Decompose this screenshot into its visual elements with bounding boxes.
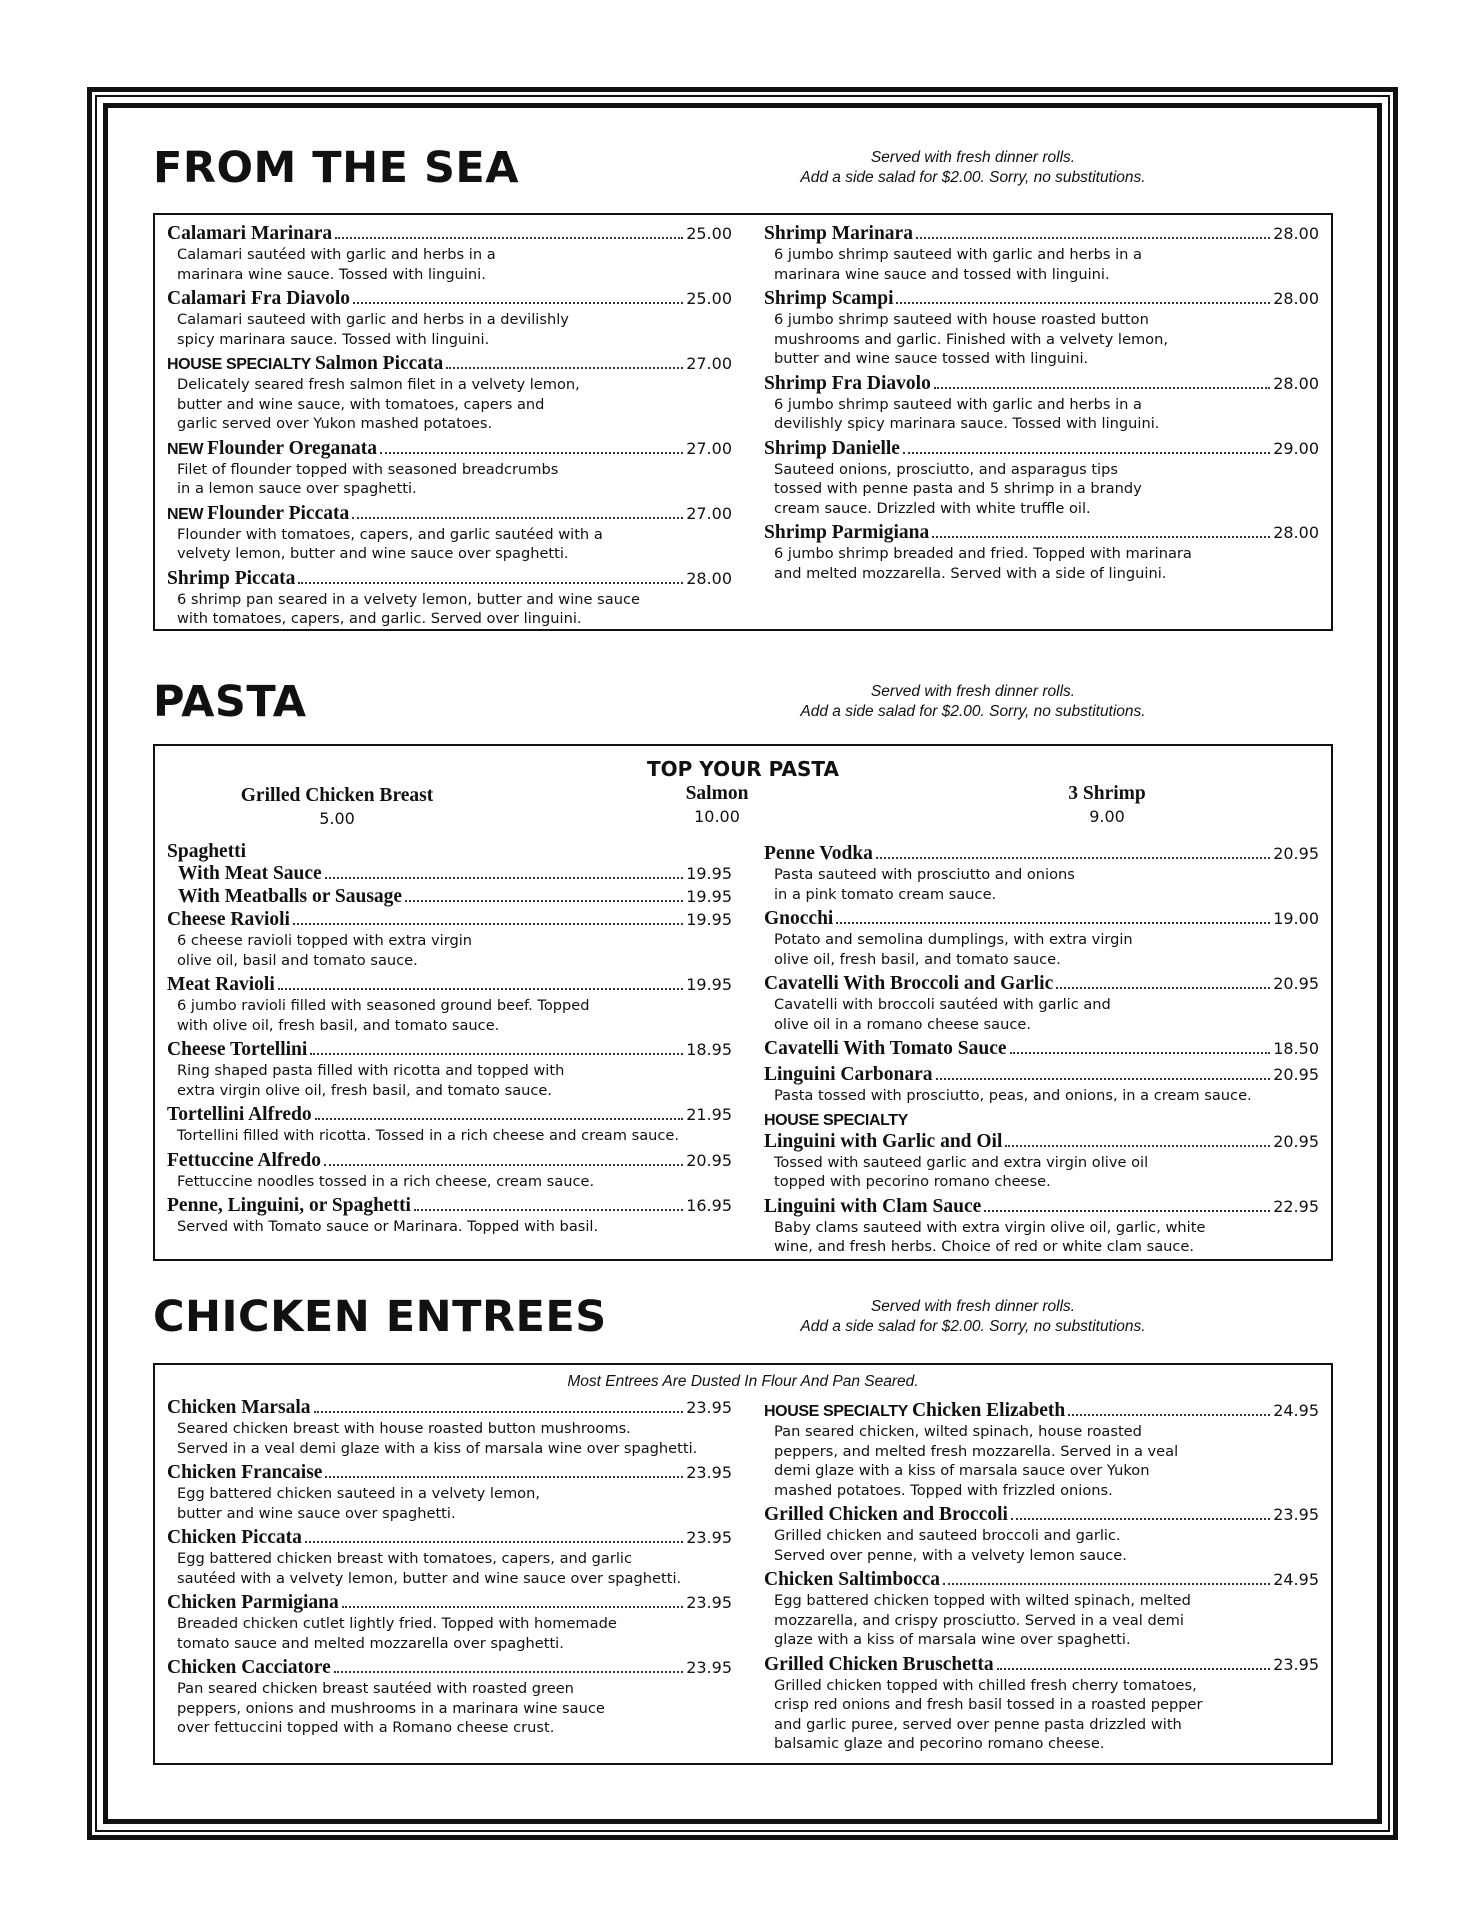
dot-leader — [293, 923, 683, 925]
dot-leader — [352, 517, 683, 519]
menu-item — [764, 843, 1319, 904]
menu-item-line — [167, 1104, 732, 1126]
menu-item-description: mushrooms and garlic. Finished with a velvety lemon, — [774, 330, 1168, 348]
menu-item-tag: NEW — [167, 505, 204, 523]
menu-item-line — [764, 908, 1319, 930]
top-your-pasta — [167, 746, 1319, 840]
entree-note: Most Entrees Are Dusted In Flour And Pan Seared. — [567, 1373, 919, 1390]
chicken-items-box — [153, 1363, 1333, 1765]
section-header — [153, 677, 1333, 741]
menu-item-name: Chicken Piccata — [167, 1527, 302, 1548]
menu-item-description: 6 jumbo ravioli filled with seasoned ground beef. Topped — [177, 997, 590, 1014]
menu-item-name: Tortellini Alfredo — [167, 1104, 312, 1125]
menu-item-name: Linguini Carbonara — [764, 1064, 933, 1085]
menu-item-description: Grilled chicken and sauteed broccoli and garlic. — [774, 1527, 1121, 1544]
menu-item-name: With Meatballs or Sausage — [178, 886, 403, 907]
menu-item-line — [167, 1195, 732, 1217]
menu-item-line — [764, 1064, 1319, 1086]
menu-item-description: and melted mozzarella. Served with a side of linguini. — [774, 564, 1167, 582]
note-line: Add a side salad for $2.00. Sorry, no substitutions. — [800, 703, 1146, 720]
menu-item — [764, 223, 1319, 284]
menu-item-name: Calamari Fra Diavolo — [167, 288, 351, 309]
menu-item-price: 19.95 — [686, 975, 732, 994]
menu-item-description: devilishly spicy marinara sauce. Tossed with linguini. — [774, 415, 1160, 432]
dot-leader — [325, 877, 683, 879]
chicken-column-left — [167, 1397, 732, 1758]
menu-item-description: 6 jumbo shrimp sauteed with garlic and herbs in a — [774, 246, 1142, 263]
menu-item-price: 20.95 — [1273, 1131, 1319, 1151]
menu-item-line — [178, 863, 732, 885]
menu-item-price: 27.00 — [686, 354, 732, 373]
menu-item-name: Calamari Marinara — [167, 223, 333, 244]
menu-item-description: Egg battered chicken breast with tomatoes, capers, and garlic — [177, 1550, 632, 1567]
menu-item-name: Cheese Ravioli — [167, 909, 290, 930]
menu-item-price: 22.95 — [1273, 1196, 1319, 1216]
menu-item-description: Pasta sauteed with prosciutto and onions — [774, 866, 1075, 883]
menu-item-price: 27.00 — [686, 503, 732, 523]
menu-item-name: Fettuccine Alfredo — [167, 1149, 321, 1171]
dot-leader — [380, 452, 683, 454]
menu-item-description: in a pink tomato cream sauce. — [774, 885, 997, 903]
dot-leader — [305, 1541, 683, 1543]
menu-item-name: Meat Ravioli — [167, 974, 275, 995]
menu-item-description: spicy marinara sauce. Tossed with linguini. — [177, 330, 490, 348]
menu-item-description: olive oil, basil and tomato sauce. — [177, 951, 418, 969]
menu-item-description: over fettuccini topped with a Romano cheese crust. — [177, 1719, 555, 1736]
menu-item-line — [764, 522, 1319, 544]
menu-item — [167, 353, 732, 434]
menu-item-line — [167, 288, 732, 310]
menu-item-price: 23.95 — [1273, 1654, 1319, 1674]
menu-item-description: Tortellini filled with ricotta. Tossed in a rich cheese and cream sauce. — [177, 1127, 680, 1144]
dot-leader — [298, 582, 683, 584]
note-line: Add a side salad for $2.00. Sorry, no substitutions. — [800, 169, 1146, 186]
menu-item-description: Calamari sautéed with garlic and herbs in a — [177, 246, 496, 263]
menu-item-description: Filet of flounder topped with seasoned breadcrumbs — [177, 460, 559, 478]
dot-leader — [836, 922, 1270, 924]
menu-item-description: marinara wine sauce. Tossed with linguini. — [177, 265, 486, 283]
menu-item-name: Shrimp Piccata — [167, 567, 296, 589]
menu-item-description: Potato and semolina dumplings, with extra virgin — [774, 931, 1133, 948]
dot-leader — [342, 1606, 683, 1608]
menu-item — [764, 1038, 1319, 1060]
dot-leader — [943, 1583, 1270, 1585]
menu-item-description: Cavatelli with broccoli sautéed with garlic and — [774, 996, 1111, 1013]
menu-item-price: 20.95 — [1273, 844, 1319, 863]
menu-item-name: Shrimp Marinara — [764, 223, 913, 244]
dot-leader — [932, 536, 1270, 538]
menu-item-line — [764, 438, 1319, 460]
menu-item-price: 27.00 — [686, 438, 732, 458]
menu-item — [167, 1039, 732, 1100]
section-chicken-entrees — [153, 1292, 1333, 1765]
menu-item-description: marinara wine sauce and tossed with linguini. — [774, 265, 1110, 283]
menu-item-name: Linguini with Clam Sauce — [764, 1195, 982, 1217]
menu-item-name: With Meat Sauce — [178, 863, 322, 884]
section-note — [693, 682, 1253, 722]
menu-item-description: Delicately seared fresh salmon filet in a velvety lemon, — [177, 376, 580, 393]
menu-item-line — [167, 353, 732, 375]
dot-leader — [936, 1078, 1271, 1080]
menu-item-line — [167, 974, 732, 996]
menu-item-name: Penne, Linguini, or Spaghetti — [167, 1195, 411, 1216]
menu-item-description: Tossed with sauteed garlic and extra virgin olive oil — [774, 1153, 1149, 1171]
section-pasta — [153, 677, 1333, 1261]
dot-leader — [903, 452, 1270, 454]
dot-leader — [896, 302, 1270, 304]
menu-item-name: Chicken Parmigiana — [167, 1592, 339, 1613]
menu-item — [764, 1504, 1319, 1565]
menu-item-name: Gnocchi — [764, 908, 834, 929]
menu-item-description: wine, and fresh herbs. Choice of red or white clam sauce. — [774, 1238, 1195, 1255]
dot-leader — [324, 1164, 683, 1166]
menu-item-line — [764, 373, 1319, 395]
menu-item-description: Egg battered chicken topped with wilted spinach, melted — [774, 1592, 1191, 1609]
menu-item-description: sautéed with a velvety lemon, butter and wine sauce over spaghetti. — [177, 1569, 682, 1587]
menu-item-description: Pasta tossed with prosciutto, peas, and onions, in a cream sauce. — [774, 1087, 1252, 1104]
section-title: PASTA — [153, 677, 307, 727]
menu-item-description: Calamari sauteed with garlic and herbs in a devilishly — [177, 311, 569, 328]
chicken-column-right — [764, 1397, 1319, 1758]
menu-item-description: garlic served over Yukon mashed potatoes. — [177, 415, 493, 432]
menu-item-line — [764, 223, 1319, 245]
menu-item — [167, 1462, 732, 1523]
menu-item — [167, 1527, 732, 1588]
menu-item-description: Egg battered chicken sauteed in a velvety lemon, — [177, 1485, 540, 1502]
menu-item-description: Served with Tomato sauce or Marinara. Topped with basil. — [177, 1218, 599, 1235]
note-line: Served with fresh dinner rolls. — [870, 149, 1076, 166]
menu-item-price: 23.95 — [686, 1463, 732, 1482]
menu-item-description: tomato sauce and melted mozzarella over spaghetti. — [177, 1634, 564, 1652]
menu-item — [764, 1064, 1319, 1106]
dot-leader — [1056, 987, 1270, 989]
menu-item-tag: HOUSE SPECIALTY — [764, 1403, 908, 1420]
section-title: FROM THE SEA — [153, 143, 520, 193]
menu-item-price: 20.95 — [1273, 1065, 1319, 1084]
menu-item — [167, 1397, 732, 1458]
menu-item-price: 23.95 — [686, 1593, 732, 1612]
menu-item-name: Salmon Piccata — [314, 353, 444, 374]
menu-item-price: 19.00 — [1273, 909, 1319, 928]
dot-leader — [876, 857, 1270, 859]
menu-item-name: Chicken Saltimbocca — [764, 1569, 941, 1590]
menu-item-description: butter and wine sauce tossed with linguini. — [774, 350, 1089, 367]
menu-item-description: Baby clams sauteed with extra virgin olive oil, garlic, white — [774, 1218, 1206, 1236]
menu-item-name: Grilled Chicken Bruschetta — [764, 1653, 994, 1675]
menu-item-line — [167, 438, 732, 460]
menu-item-description: Grilled chicken topped with chilled fresh cherry tomatoes, — [774, 1676, 1197, 1694]
menu-item — [167, 974, 732, 1035]
menu-item-description: 6 jumbo shrimp sauteed with garlic and herbs in a — [774, 395, 1142, 413]
menu-item — [764, 1131, 1319, 1192]
house-specialty-heading: HOUSE SPECIALTY — [764, 1111, 908, 1129]
menu-item-price: 25.00 — [686, 289, 732, 308]
menu-item-description: crisp red onions and fresh basil tossed in a roasted pepper — [774, 1696, 1203, 1713]
menu-item-name: Chicken Cacciatore — [167, 1657, 331, 1678]
menu-item-price: 18.95 — [686, 1040, 732, 1059]
menu-item-description: balsamic glaze and pecorino romano cheese. — [774, 1735, 1105, 1752]
menu-item — [764, 288, 1319, 369]
menu-item-name: Grilled Chicken and Broccoli — [764, 1504, 1008, 1525]
menu-item-price: 23.95 — [686, 1398, 732, 1417]
menu-item — [764, 908, 1319, 969]
menu-item-line — [764, 288, 1319, 310]
menu-item-tag: NEW — [167, 440, 204, 458]
section-header — [153, 1292, 1333, 1356]
sea-column-right — [764, 223, 1319, 633]
menu-item — [167, 503, 732, 564]
dot-leader — [1011, 1518, 1270, 1520]
menu-item-description: Pan seared chicken breast sautéed with roasted green — [177, 1680, 574, 1697]
menu-item-name: Chicken Marsala — [167, 1397, 311, 1418]
pasta-items-box — [153, 744, 1333, 1261]
menu-item-line — [167, 1039, 732, 1061]
menu-item-description: peppers, onions and mushrooms in a marinara wine sauce — [177, 1699, 605, 1717]
menu-item-line — [167, 223, 732, 245]
menu-item-line — [764, 1196, 1319, 1218]
menu-item-name: Cheese Tortellini — [167, 1039, 308, 1060]
menu-item-line — [764, 843, 1319, 865]
dot-leader — [997, 1668, 1271, 1670]
menu-item-description: in a lemon sauce over spaghetti. — [177, 480, 417, 497]
menu-item-line — [167, 1397, 732, 1419]
menu-item-line — [167, 503, 732, 525]
menu-item-description: mozzarella, and crispy prosciutto. Served in a veal demi — [774, 1611, 1184, 1629]
section-header — [153, 143, 1333, 207]
dot-leader — [916, 237, 1270, 239]
menu-item — [167, 1657, 732, 1738]
topping-option — [1047, 782, 1167, 828]
dot-leader — [934, 387, 1270, 389]
menu-item-description: mashed potatoes. Topped with frizzled onions. — [774, 1481, 1113, 1499]
menu-item-description: demi glaze with a kiss of marsala sauce over Yukon — [774, 1462, 1150, 1479]
menu-item-description: butter and wine sauce, with tomatoes, capers and — [177, 395, 545, 413]
topping-price: 10.00 — [694, 807, 740, 826]
menu-item-tag: HOUSE SPECIALTY — [167, 356, 311, 373]
menu-item-line — [764, 1131, 1319, 1153]
menu-item-description: extra virgin olive oil, fresh basil, and tomato sauce. — [177, 1081, 553, 1099]
topping-option — [667, 782, 767, 828]
menu-item-name: Linguini with Garlic and Oil — [764, 1130, 1003, 1152]
menu-item-description: 6 jumbo shrimp breaded and fried. Topped with marinara — [774, 545, 1192, 562]
menu-item-line — [167, 909, 732, 931]
menu-item-description: glaze with a kiss of marsala wine over spaghetti. — [774, 1631, 1131, 1648]
menu-item-line — [167, 568, 732, 590]
top-your-pasta-title: TOP YOUR PASTA — [647, 757, 839, 781]
menu-item-price: 18.50 — [1273, 1039, 1319, 1058]
pasta-column-right — [764, 840, 1319, 1261]
menu-item-description: with tomatoes, capers, and garlic. Served over linguini. — [177, 610, 582, 627]
menu-item — [764, 1400, 1319, 1500]
menu-item-description: tossed with penne pasta and 5 shrimp in a brandy — [774, 480, 1142, 497]
menu-item-line — [167, 1150, 732, 1172]
menu-item-line — [764, 973, 1319, 995]
menu-item-description: 6 shrimp pan seared in a velvety lemon, butter and wine sauce — [177, 590, 640, 608]
menu-item-price: 20.95 — [686, 1150, 732, 1170]
menu-item-description: Breaded chicken cutlet lightly fried. Topped with homemade — [177, 1615, 617, 1632]
menu-item-price: 19.95 — [686, 910, 732, 929]
pasta-items-right — [764, 843, 1319, 1106]
dot-leader — [405, 900, 683, 902]
menu-item-description: cream sauce. Drizzled with white truffle oil. — [774, 499, 1091, 517]
menu-item — [167, 223, 732, 284]
menu-item-line — [764, 1504, 1319, 1526]
spaghetti-options — [167, 863, 732, 908]
dot-leader — [1068, 1414, 1270, 1416]
menu-item — [167, 1150, 732, 1192]
menu-item-price: 28.00 — [1273, 373, 1319, 393]
menu-item-price: 25.00 — [686, 224, 732, 243]
menu-item — [764, 1569, 1319, 1650]
dot-leader — [414, 1209, 683, 1211]
menu-item-description: Sauteed onions, prosciutto, and asparagus tips — [774, 460, 1118, 478]
dot-leader — [335, 237, 683, 239]
menu-item-line — [764, 1654, 1319, 1676]
dot-leader — [310, 1053, 683, 1055]
dot-leader — [334, 1671, 683, 1673]
topping-name: Salmon — [685, 783, 749, 804]
menu-item-name: Shrimp Fra Diavolo — [764, 372, 931, 394]
dot-leader — [314, 1411, 684, 1413]
sea-items-box — [153, 213, 1333, 631]
menu-item — [764, 1196, 1319, 1257]
pasta-items-left — [167, 909, 732, 1237]
menu-item-price: 19.95 — [686, 864, 732, 883]
dot-leader — [353, 302, 683, 304]
pasta-column-left — [167, 840, 732, 1261]
spaghetti-heading: Spaghetti — [167, 841, 247, 862]
section-note — [693, 148, 1253, 188]
menu-item-price: 19.95 — [686, 887, 732, 906]
section-note — [693, 1297, 1253, 1337]
topping-option — [217, 784, 457, 830]
menu-item-description: Seared chicken breast with house roasted button mushrooms. — [177, 1420, 631, 1437]
menu-item — [167, 1104, 732, 1146]
menu-item — [167, 909, 732, 970]
menu-item-description: olive oil, fresh basil, and tomato sauce. — [774, 950, 1061, 968]
menu-item — [764, 973, 1319, 1034]
menu-item-line — [764, 1038, 1319, 1060]
menu-item — [167, 438, 732, 499]
menu-item-name: Chicken Francaise — [167, 1462, 323, 1483]
menu-item-line — [764, 1400, 1319, 1422]
dot-leader — [1010, 1052, 1271, 1054]
menu-item-name: Flounder Piccata — [207, 502, 350, 524]
menu-item-name: Cavatelli With Broccoli and Garlic — [764, 973, 1054, 994]
menu-item — [167, 288, 732, 349]
menu-item-price: 23.95 — [686, 1528, 732, 1547]
section-from-the-sea — [153, 143, 1333, 631]
menu-item-price: 23.95 — [1273, 1505, 1319, 1524]
sea-column-left — [167, 223, 732, 633]
menu-item-description: olive oil in a romano cheese sauce. — [774, 1015, 1031, 1033]
menu-item-price: 28.00 — [1273, 224, 1319, 243]
topping-price: 5.00 — [319, 809, 355, 828]
dot-leader — [984, 1210, 1270, 1212]
menu-item-description: Served in a veal demi glaze with a kiss of marsala wine over spaghetti. — [177, 1439, 698, 1457]
menu-item-description: butter and wine sauce over spaghetti. — [177, 1504, 456, 1522]
menu-item-price: 24.95 — [1273, 1401, 1319, 1420]
menu-item-price: 20.95 — [1273, 974, 1319, 993]
menu-item-price: 24.95 — [1273, 1570, 1319, 1589]
dot-leader — [446, 367, 683, 369]
menu-item-name: Shrimp Danielle — [764, 437, 900, 459]
menu-item — [167, 568, 732, 629]
menu-item — [764, 1654, 1319, 1754]
dot-leader — [325, 1476, 683, 1478]
menu-item-description: Served over penne, with a velvety lemon sauce. — [774, 1546, 1127, 1564]
menu-item-description: 6 cheese ravioli topped with extra virgin — [177, 932, 473, 949]
pasta-specialty-items — [764, 1131, 1319, 1257]
menu-item-name: Shrimp Parmigiana — [764, 522, 930, 543]
menu-item-name: Shrimp Scampi — [764, 288, 894, 309]
menu-item-description: and garlic puree, served over penne pasta drizzled with — [774, 1715, 1182, 1733]
note-line: Add a side salad for $2.00. Sorry, no substitutions. — [800, 1318, 1146, 1335]
menu-item-description: peppers, and melted fresh mozzarella. Served in a veal — [774, 1442, 1179, 1460]
note-line: Served with fresh dinner rolls. — [870, 1298, 1076, 1315]
menu-item — [764, 522, 1319, 583]
menu-item-line — [167, 1657, 732, 1679]
menu-item-price: 23.95 — [686, 1658, 732, 1677]
menu-item-price: 28.00 — [1273, 289, 1319, 308]
topping-price: 9.00 — [1089, 807, 1125, 826]
menu-item-name: Cavatelli With Tomato Sauce — [764, 1038, 1007, 1059]
menu-item-line — [167, 1462, 732, 1484]
dot-leader — [278, 988, 683, 990]
menu-item-description: Flounder with tomatoes, capers, and garlic sautéed with a — [177, 525, 603, 543]
menu-item-description: topped with pecorino romano cheese. — [774, 1173, 1051, 1190]
topping-name: Grilled Chicken Breast — [240, 785, 434, 806]
note-line: Served with fresh dinner rolls. — [870, 683, 1076, 700]
menu-item-description: Ring shaped pasta filled with ricotta and topped with — [177, 1062, 565, 1079]
menu-item — [167, 1592, 732, 1653]
menu-item-line — [764, 1569, 1319, 1591]
menu-item-description: Fettuccine noodles tossed in a rich cheese, cream sauce. — [177, 1172, 595, 1190]
menu-item-name: Penne Vodka — [764, 843, 873, 864]
menu-item-price: 21.95 — [686, 1105, 732, 1124]
menu-item-price: 28.00 — [1273, 523, 1319, 542]
menu-item-description: velvety lemon, butter and wine sauce over spaghetti. — [177, 545, 569, 562]
menu-item-name: Flounder Oreganata — [207, 437, 378, 459]
menu-item-price: 29.00 — [1273, 438, 1319, 458]
dot-leader — [315, 1118, 684, 1120]
menu-item — [167, 1195, 732, 1237]
topping-name: 3 Shrimp — [1068, 783, 1146, 804]
menu-item-line — [178, 886, 732, 908]
section-title: CHICKEN ENTREES — [153, 1292, 607, 1342]
dot-leader — [1005, 1145, 1270, 1147]
menu-item-description: Pan seared chicken, wilted spinach, house roasted — [774, 1423, 1142, 1440]
menu-item — [764, 438, 1319, 519]
menu-item-name: Chicken Elizabeth — [911, 1400, 1066, 1421]
menu-item-line — [167, 1527, 732, 1549]
menu-item-line — [167, 1592, 732, 1614]
menu-item-description: with olive oil, fresh basil, and tomato sauce. — [177, 1016, 500, 1034]
menu-item-description: 6 jumbo shrimp sauteed with house roasted button — [774, 311, 1149, 328]
menu-item-price: 28.00 — [686, 568, 732, 588]
menu-item — [764, 373, 1319, 434]
menu-item-price: 16.95 — [686, 1196, 732, 1215]
